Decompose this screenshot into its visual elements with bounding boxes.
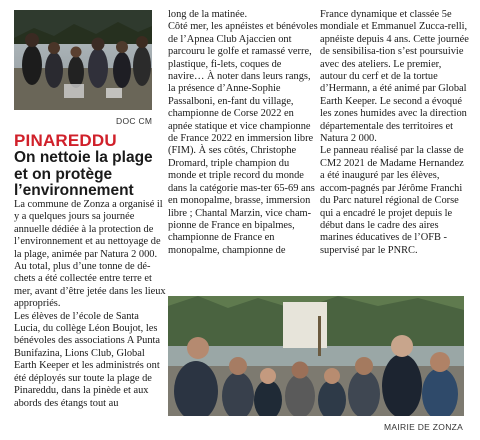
bottom-photo-credit: MAIRIE DE ZONZA [384, 422, 464, 432]
article-headline: On nettoie la plage et on protège l’environnement [14, 149, 153, 199]
top-photo [14, 10, 152, 110]
article-body-column-3: France dynamique et classée 5e mondiale et Emmanuel Zucca-relli, apnéiste depuis 4 ans. Cette journée de sensibilisa-tion s’est poursuivie avec des ateliers. Le premier, autour du cerf et de la tortue d’Hermann, a été animé par Global Earth Keeper. Le second a évoqué les zones humides avec la direction départementale des territoires et Natura 2 000. Le panneau réalisé par la classe de CM2 2021 de Madame Hernandez a été inauguré par les élèves, accom-pagnés par Jérôme Franchi du Parc naturel régional de Corse qui a encadré le projet depuis le début dans le cadre des aires marines éducatives de l’OFB - supervisé par le PNRC. [320, 9, 469, 256]
top-photo-credit: DOC CM [116, 116, 153, 126]
bottom-photo [168, 296, 464, 416]
article-body-column-1: La commune de Zonza a organisé il y a quelques jours sa journée annuelle dédiée à la protection de l’environnement et au nettoyage de la plage, animée par Natura 2 000. Au total, plus d’une tonne de dé-chets a été collectée entre terre et mer, avant d’être jetée dans les lieux appropriés. Les élèves de l’école de Santa Lucia, du collège Léon Boujot, les bénévoles des associations A Punta Bunifazina, Lions Club, Global Earth Keeper et les administrés ont été déployés sur toute la plage de Pinareddu, dans la pinède et aux abords des étangs tout au [14, 199, 166, 409]
group-photo [168, 296, 464, 416]
article-kicker: PINAREDDU [14, 131, 117, 150]
beach-cleanup-photo [14, 10, 152, 110]
article-body-column-2: long de la matinée. Côté mer, les apnéistes et bénévoles de l’Apnea Club Ajaccien ont parcouru le golfe et ramassé verre, plastique, fi-lets, coques de navire… À noter dans leurs rangs, la présence d’Anne-Sophie Passalboni, en-fant du village, championne de Corse 2022 en apnée statique et vice championne de France 2022 en immersion libre (FIM). À ses côtés, Christophe Dromard, triple champion du monde et triple record du monde dans la catégorie mas-ter 65-69 ans en monopalme, brasse, immersion libre ; Chantal Marzin, vice cham-pionne de France en bipalmes, championne de France en monopalme, championne de [168, 9, 318, 256]
